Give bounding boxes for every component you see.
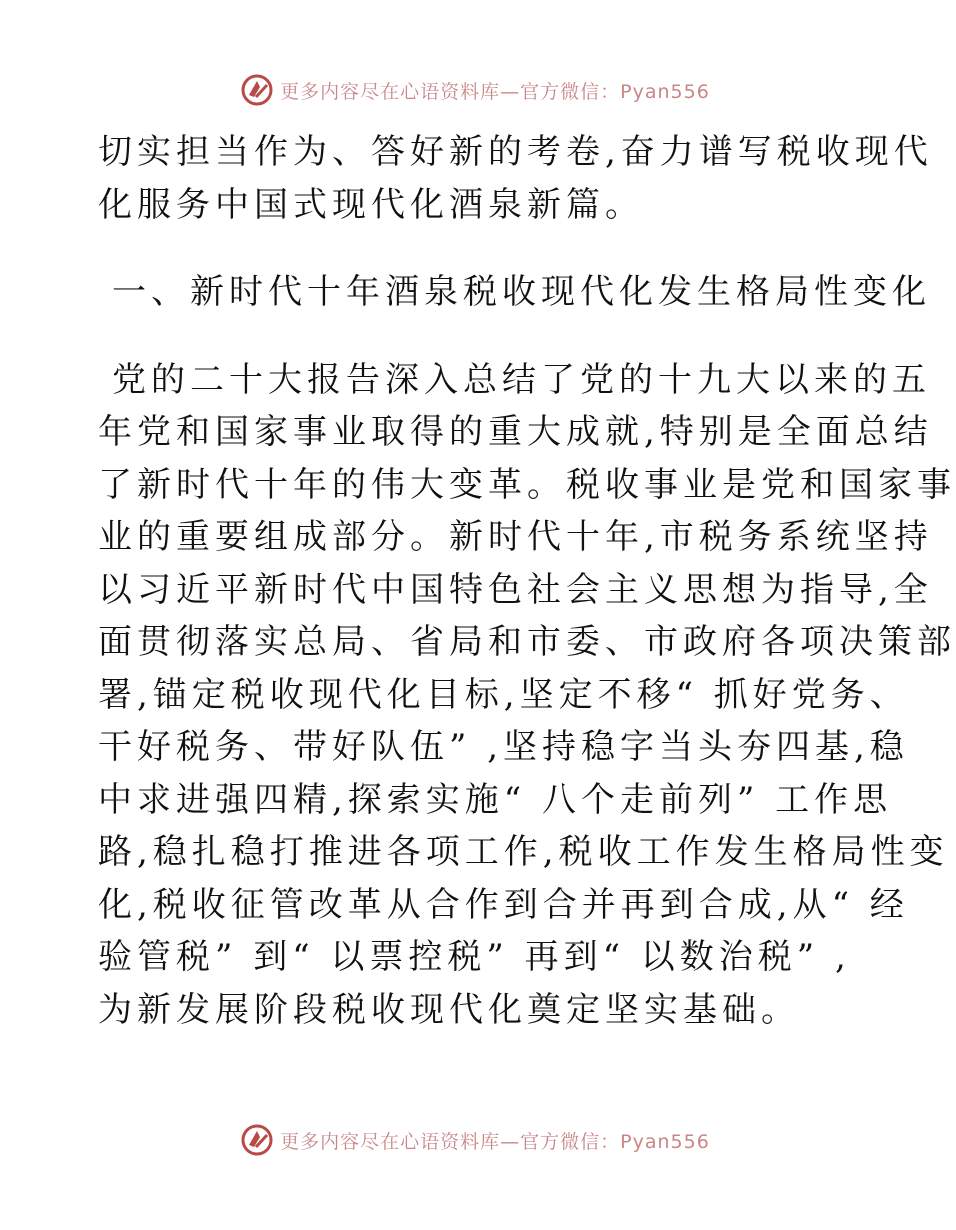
header-watermark-banner <box>0 72 950 108</box>
paragraph-line: 面贯彻落实总局、省局和市委、市政府各项决策部 <box>98 622 956 662</box>
paragraph-line: 党的二十大报告深入总结了党的十九大以来的五 <box>112 359 931 400</box>
paragraph-line: 化,税收征管改革从合作到合并再到合成,从“ 经 <box>98 884 909 925</box>
paragraph-line: 为新发展阶段税收现代化奠定坚实基础。 <box>98 989 800 1030</box>
intro-line: 化服务中国式现代化酒泉新篇。 <box>98 184 644 225</box>
paragraph-line: 业的重要组成部分。新时代十年,市税务系统坚持 <box>98 517 933 557</box>
paragraph-line: 以习近平新时代中国特色社会主义思想为指导,全 <box>98 569 933 610</box>
brand-logo-icon <box>240 1123 274 1157</box>
paragraph-line: 年党和国家事业取得的重大成就,特别是全面总结 <box>98 412 933 452</box>
paragraph-line: 了新时代十年的伟大变革。税收事业是党和国家事 <box>98 464 956 505</box>
brand-logo-icon <box>240 73 274 107</box>
intro-line: 切实担当作为、答好新的考卷,奋力谱写税收现代 <box>98 132 933 172</box>
document-body <box>98 126 956 1036</box>
paragraph-line: 中求进强四精,探索实施“ 八个走前列” 工作思 <box>98 779 893 820</box>
paragraph-line: 验管税” 到“ 以票控税” 再到“ 以数治税” , <box>98 937 851 977</box>
header-watermark-text: 更多内容尽在心语资料库—官方微信：Pyan556 <box>280 80 710 103</box>
section-heading: 一、新时代十年酒泉税收现代化发生格局性变化 <box>112 272 931 312</box>
footer-watermark-banner <box>0 1122 950 1158</box>
paragraph-line: 署,锚定税收现代化目标,坚定不移“ 抓好党务、 <box>98 674 909 715</box>
paragraph-line: 干好税务、带好队伍” ,坚持稳字当头夯四基,稳 <box>98 727 909 767</box>
paragraph-line: 路,稳扎稳打推进各项工作,税收工作发生格局性变 <box>98 832 949 872</box>
footer-watermark-text: 更多内容尽在心语资料库—官方微信：Pyan556 <box>280 1130 710 1153</box>
